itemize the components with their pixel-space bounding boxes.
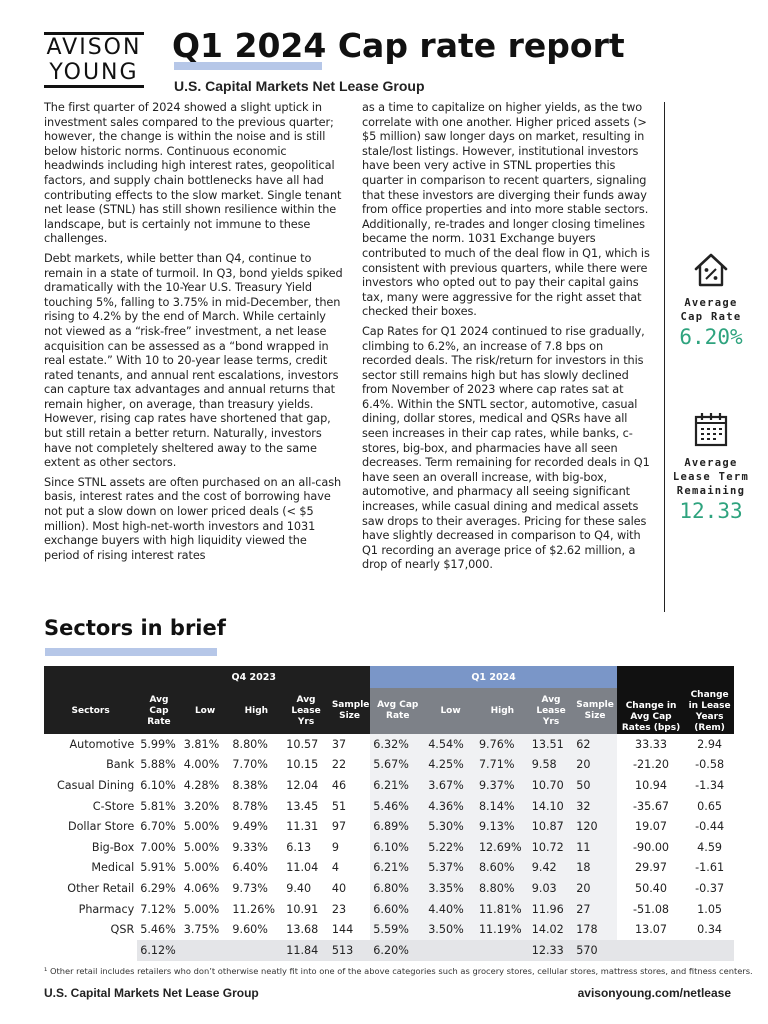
cell-q4-avg-cap: 6.12% bbox=[137, 940, 181, 961]
cell-q4-size: 46 bbox=[331, 778, 347, 792]
cell-q1-low bbox=[425, 940, 476, 961]
cell-change-cap: -21.20 bbox=[632, 758, 670, 772]
cell-q4-low: 5.00% bbox=[183, 840, 220, 854]
cell-q1-high: 11.19% bbox=[476, 919, 529, 940]
cell-change-lease: -1.61 bbox=[695, 861, 725, 875]
cell-q4-low: 4.28% bbox=[183, 778, 220, 792]
cell-q4-avg-cap: 5.46% bbox=[140, 923, 176, 937]
cell-q4-size: 9 bbox=[331, 840, 339, 854]
table-row bbox=[44, 837, 734, 858]
cell-change-lease: -0.37 bbox=[695, 881, 725, 895]
cell-q4-low: 5.00% bbox=[183, 902, 220, 916]
cell-change-lease: 4.59 bbox=[697, 840, 723, 854]
section-title-highlight bbox=[45, 648, 217, 656]
cell-q1-low: 5.37% bbox=[425, 858, 476, 879]
column-header-q4-high: High bbox=[229, 688, 283, 734]
table-row bbox=[44, 734, 734, 755]
cell-q1-lease: 13.51 bbox=[529, 734, 574, 755]
cell-q4-low: 5.00% bbox=[183, 861, 220, 875]
article-column-1 bbox=[44, 101, 344, 568]
cell-q4-size: 144 bbox=[331, 923, 354, 937]
cell-q1-low: 4.40% bbox=[425, 899, 476, 920]
table-row bbox=[44, 816, 734, 837]
cell-q4-lease: 10.91 bbox=[286, 902, 319, 916]
cell-q1-avg-cap: 6.60% bbox=[370, 899, 425, 920]
cell-q1-avg-cap: 5.59% bbox=[370, 919, 425, 940]
cell-change-lease: 1.05 bbox=[697, 902, 723, 916]
cell-q1-avg-cap: 6.32% bbox=[370, 734, 425, 755]
cell-q4-low: 4.06% bbox=[183, 881, 220, 895]
sectors-table-body bbox=[44, 734, 734, 961]
cell-q4-size: 97 bbox=[331, 820, 347, 834]
logo-word-1: AVISON bbox=[46, 35, 142, 60]
cell-q1-high: 11.81% bbox=[476, 899, 529, 920]
cell-q4-size: 40 bbox=[331, 881, 347, 895]
cell-q4-lease: 11.31 bbox=[286, 820, 319, 834]
cell-change-cap: 19.07 bbox=[635, 820, 668, 834]
cell-q1-lease: 10.72 bbox=[529, 837, 574, 858]
cell-q4-lease: 10.57 bbox=[286, 737, 319, 751]
cell-q4-avg-cap: 7.00% bbox=[140, 840, 176, 854]
cell-q4-low: 3.20% bbox=[183, 799, 220, 813]
cell-q1-avg-cap: 6.21% bbox=[370, 858, 425, 879]
table-row bbox=[44, 755, 734, 776]
cell-q1-size: 27 bbox=[573, 899, 617, 920]
cell-change-lease: -0.58 bbox=[695, 758, 725, 772]
cell-q4-high: 9.73% bbox=[232, 881, 268, 895]
cell-q4-avg-cap: 5.99% bbox=[140, 737, 176, 751]
cell-q1-size: 570 bbox=[573, 940, 617, 961]
cell-q4-size: 513 bbox=[329, 940, 370, 961]
article-column-2 bbox=[362, 101, 654, 578]
table-row bbox=[44, 796, 734, 817]
column-header-q4-size: Sample Size bbox=[329, 688, 370, 734]
table-group-header bbox=[44, 666, 734, 688]
stat-label: Average bbox=[684, 297, 738, 309]
paragraph: Cap Rates for Q1 2024 continued to rise gradually, climbing to 6.2%, an increase of 7.8 bps on recorded deals. The risk/return for investors in this sector still remains high but has slowly declined from November of 2023 where cap rates sat at 6.4%. Within the SNTL sector, automotive, casual dining, dollar stores, medical and QSRs have all seen increases in their cap rates, while banks, c-stores, big-box, and pharmacies have all seen decreases. Term remaining for recorded deals in Q1 have seen an overall increase, with big-box, automotive, and pharmacy all seeing significant increases, while casual dining and medical assets saw drops to their averages. Pricing for these sales have slightly decreased in comparison to Q4, with Q1 recording an average price of $2.62 million, a drop of nearly $17,000. bbox=[362, 324, 650, 572]
cell-change-cap: 33.33 bbox=[635, 737, 668, 751]
cell-q1-low: 5.30% bbox=[425, 816, 476, 837]
cell-q1-lease: 9.42 bbox=[529, 858, 574, 879]
stat-value: 12.33 bbox=[679, 499, 743, 523]
section-title: Sectors in brief bbox=[44, 616, 226, 640]
column-header-q1-low: Low bbox=[425, 688, 476, 734]
average-cap-rate-stat bbox=[666, 250, 756, 350]
cell-change-lease: 0.65 bbox=[697, 799, 723, 813]
cell-q1-avg-cap: 6.80% bbox=[370, 878, 425, 899]
cell-sector: Casual Dining bbox=[56, 778, 135, 792]
cell-q4-size: 22 bbox=[331, 758, 347, 772]
cell-q4-high: 8.38% bbox=[232, 778, 268, 792]
cell-q1-size: 32 bbox=[573, 796, 617, 817]
cell-q4-high: 9.33% bbox=[232, 840, 268, 854]
cell-q1-low: 3.67% bbox=[425, 775, 476, 796]
cell-q4-lease: 13.45 bbox=[286, 799, 319, 813]
table-row bbox=[44, 899, 734, 920]
cell-q4-lease: 13.68 bbox=[286, 923, 319, 937]
cell-q1-high: 9.76% bbox=[476, 734, 529, 755]
cell-q4-low: 3.75% bbox=[183, 923, 220, 937]
page-subtitle: U.S. Capital Markets Net Lease Group bbox=[174, 78, 425, 94]
cell-q1-high: 8.60% bbox=[476, 858, 529, 879]
cell-q1-lease: 9.03 bbox=[529, 878, 574, 899]
cell-q1-size: 120 bbox=[573, 816, 617, 837]
cell-sector: Big-Box bbox=[91, 840, 135, 854]
table-row bbox=[44, 858, 734, 879]
column-header-sectors: Sectors bbox=[44, 688, 137, 734]
column-header-change-cap: Change in Avg Cap Rates (bps) bbox=[617, 666, 685, 734]
cell-change-cap: 29.97 bbox=[635, 861, 668, 875]
house-percent-icon bbox=[692, 250, 730, 290]
cell-sector: Medical bbox=[91, 861, 135, 875]
cell-q4-high: 8.80% bbox=[232, 737, 268, 751]
cell-sector: QSR bbox=[110, 923, 135, 937]
cell-q4-lease: 12.04 bbox=[286, 778, 319, 792]
cell-change-cap: -35.67 bbox=[632, 799, 670, 813]
cell-sector bbox=[44, 940, 137, 961]
cell-q4-low: 5.00% bbox=[183, 820, 220, 834]
cell-q1-high: 8.80% bbox=[476, 878, 529, 899]
cell-q1-low: 4.36% bbox=[425, 796, 476, 817]
cell-q1-lease: 11.96 bbox=[529, 899, 574, 920]
cell-q4-lease: 11.84 bbox=[283, 940, 329, 961]
table-row bbox=[44, 919, 734, 940]
cell-q1-high: 7.71% bbox=[476, 755, 529, 776]
column-header-q1-lease: Avg Lease Yrs bbox=[529, 688, 574, 734]
cell-q1-lease: 9.58 bbox=[529, 755, 574, 776]
column-header-q4-low: Low bbox=[181, 688, 230, 734]
table-total-row bbox=[44, 940, 734, 961]
cell-q4-high bbox=[229, 940, 283, 961]
avison-young-logo bbox=[44, 32, 144, 88]
cell-q4-avg-cap: 5.88% bbox=[140, 758, 176, 772]
cell-change-lease: -0.44 bbox=[695, 820, 725, 834]
cell-sector: Other Retail bbox=[67, 881, 135, 895]
cell-q4-high: 6.40% bbox=[232, 861, 268, 875]
cell-q1-size: 20 bbox=[573, 755, 617, 776]
column-header-change-lease: Change in Lease Years (Rem) bbox=[685, 666, 734, 734]
cell-sector: Bank bbox=[106, 758, 135, 772]
cell-q4-low: 3.81% bbox=[183, 737, 220, 751]
cell-q4-low: 4.00% bbox=[183, 758, 220, 772]
cell-change-cap: 10.94 bbox=[635, 778, 668, 792]
cell-sector: C-Store bbox=[92, 799, 135, 813]
cell-q1-low: 5.22% bbox=[425, 837, 476, 858]
cell-sector: Automotive bbox=[69, 737, 135, 751]
cell-q1-avg-cap: 6.21% bbox=[370, 775, 425, 796]
calendar-icon bbox=[691, 410, 731, 450]
cell-q1-size: 178 bbox=[573, 919, 617, 940]
cell-q4-avg-cap: 6.29% bbox=[140, 881, 176, 895]
cell-q1-lease: 14.02 bbox=[529, 919, 574, 940]
cell-q1-size: 20 bbox=[573, 878, 617, 899]
cell-q1-high bbox=[476, 940, 529, 961]
page-title: Q1 2024 Cap rate report bbox=[172, 26, 625, 65]
cell-q1-size: 18 bbox=[573, 858, 617, 879]
cell-q1-lease: 10.87 bbox=[529, 816, 574, 837]
paragraph: Debt markets, while better than Q4, continue to remain in a state of turmoil. In Q3, bond yields spiked dramatically with the 10-Year U.S. Treasury Yield touching 5%, falling to 3.75% in mid-December, then rising to 4.2% by the end of March. While certainly not viewed as a “risk-free” investment, a net lease acquisition can be assessed as a “bond wrapped in real estate.” With 10 to 20-year lease terms, credit rated tenants, and annual rent escalations, investors can capture tax advantages and annual returns that remain higher, on average, than treasury yields. However, rising cap rates have shortened that gap, but still retain a better return. Naturally, investors have not completely sheltered away to the same extent as other sectors. bbox=[44, 251, 343, 470]
cell-q1-avg-cap: 5.67% bbox=[370, 755, 425, 776]
cell-q4-avg-cap: 6.70% bbox=[140, 820, 176, 834]
cell-q4-high: 8.78% bbox=[232, 799, 268, 813]
stat-label: Lease Term bbox=[672, 471, 750, 483]
column-header-q1-size: Sample Size bbox=[573, 688, 617, 734]
group-header-q4: Q4 2023 bbox=[137, 666, 370, 688]
cell-q4-size: 4 bbox=[331, 861, 339, 875]
cell-change-lease bbox=[685, 940, 734, 961]
cell-q1-avg-cap: 6.10% bbox=[370, 837, 425, 858]
column-header-q1-high: High bbox=[476, 688, 529, 734]
footer-url-link[interactable]: avisonyoung.com/netlease bbox=[577, 986, 731, 1000]
cell-q4-avg-cap: 5.91% bbox=[140, 861, 176, 875]
cell-q1-lease: 12.33 bbox=[529, 940, 574, 961]
cell-change-cap: 13.07 bbox=[635, 923, 668, 937]
cell-q4-avg-cap: 6.10% bbox=[140, 778, 176, 792]
cell-change-lease: -1.34 bbox=[695, 778, 725, 792]
cell-q4-lease: 10.15 bbox=[286, 758, 319, 772]
sectors-table bbox=[44, 666, 734, 961]
table-row bbox=[44, 775, 734, 796]
cell-q4-low bbox=[181, 940, 230, 961]
cell-q1-size: 50 bbox=[573, 775, 617, 796]
cell-q1-high: 12.69% bbox=[476, 837, 529, 858]
cell-q4-lease: 11.04 bbox=[286, 861, 319, 875]
logo-word-2: YOUNG bbox=[49, 60, 139, 85]
paragraph: Since STNL assets are often purchased on an all-cash basis, interest rates and the cost of borrowing have not put a slow down on lower priced deals (< $5 million). Most high-net-worth investors and 1031 exchange buyers with high liquidity viewed the period of rising interest rates bbox=[44, 475, 342, 562]
column-header-q4-avg-cap: Avg Cap Rate bbox=[137, 688, 181, 734]
cell-change-cap bbox=[617, 940, 685, 961]
cell-q1-high: 9.13% bbox=[476, 816, 529, 837]
footer-group-name: U.S. Capital Markets Net Lease Group bbox=[44, 986, 259, 1000]
cell-q1-low: 3.50% bbox=[425, 919, 476, 940]
cell-q4-avg-cap: 7.12% bbox=[140, 902, 176, 916]
cell-q4-high: 9.49% bbox=[232, 820, 268, 834]
cell-q4-high: 7.70% bbox=[232, 758, 268, 772]
cell-sector: Pharmacy bbox=[78, 902, 135, 916]
cell-q4-size: 23 bbox=[331, 902, 347, 916]
stat-label: Remaining bbox=[676, 485, 746, 497]
cell-q4-lease: 9.40 bbox=[286, 881, 312, 895]
stat-label: Average bbox=[684, 457, 738, 469]
cell-q1-avg-cap: 5.46% bbox=[370, 796, 425, 817]
paragraph: as a time to capitalize on higher yields, as the two correlate with one another. Higher priced assets (> $5 million) saw longer days on market, resulting in stale/lost listings. However, institutional investors have been very active in STNL properties this quarter in comparison to recent quarters, signaling that these investors are diverging their funds away from office properties and into more stable sectors. Additionally, re-trades and longer closing timelines became the norm. 1031 Exchange buyers contributed to much of the deal flow in Q1, which is consistent with previous quarters, while there were investors who opted out to pay their capital gains tax, many were aggressive for the right asset that checked their boxes. bbox=[362, 101, 650, 319]
column-header-q1-avg-cap: Avg Cap Rate bbox=[370, 688, 425, 734]
cell-q4-high: 11.26% bbox=[232, 902, 276, 916]
cell-q1-size: 62 bbox=[573, 734, 617, 755]
cell-q4-size: 37 bbox=[331, 737, 347, 751]
average-lease-term-stat bbox=[666, 410, 756, 524]
cell-change-lease: 2.94 bbox=[697, 737, 723, 751]
cell-q1-avg-cap: 6.20% bbox=[370, 940, 425, 961]
cell-change-cap: 50.40 bbox=[635, 881, 668, 895]
cell-change-lease: 0.34 bbox=[697, 923, 723, 937]
paragraph: The first quarter of 2024 showed a slight uptick in investment sales compared to the previous quarter; however, the change is within the noise and is still below historic norms. Continuous economic headwinds including high interest rates, geopolitical factors, and supply chain bottlenecks have all had contributing effects to the slow market. Single tenant net lease (STNL) has still shown resilience within the landscape, but is certainly not immune to these challenges. bbox=[44, 101, 342, 246]
stat-value: 6.20% bbox=[679, 325, 743, 349]
footnote: ¹ Other retail includes retailers who don’t otherwise neatly fit into one of the above categories such as grocery stores, cellular stores, mattress stores, and fitness centers. bbox=[44, 966, 753, 976]
group-header-blank bbox=[44, 666, 137, 688]
column-divider bbox=[664, 102, 665, 612]
cell-q4-avg-cap: 5.81% bbox=[140, 799, 176, 813]
group-header-q1: Q1 2024 bbox=[370, 666, 617, 688]
stat-label: Cap Rate bbox=[680, 311, 742, 323]
cell-change-cap: -51.08 bbox=[632, 902, 670, 916]
cell-q1-lease: 10.70 bbox=[529, 775, 574, 796]
cell-q4-high: 9.60% bbox=[232, 923, 268, 937]
cell-q4-lease: 6.13 bbox=[286, 840, 312, 854]
table-row bbox=[44, 878, 734, 899]
column-header-q4-lease: Avg Lease Yrs bbox=[283, 688, 329, 734]
cell-q1-low: 3.35% bbox=[425, 878, 476, 899]
cell-q1-high: 9.37% bbox=[476, 775, 529, 796]
logo-bottom-rule bbox=[44, 85, 144, 88]
cell-change-cap: -90.00 bbox=[632, 840, 670, 854]
cell-q1-avg-cap: 6.89% bbox=[370, 816, 425, 837]
cell-q1-high: 8.14% bbox=[476, 796, 529, 817]
cell-q4-size: 51 bbox=[331, 799, 347, 813]
cell-sector: Dollar Store bbox=[67, 820, 135, 834]
cell-q1-low: 4.54% bbox=[425, 734, 476, 755]
cell-q1-lease: 14.10 bbox=[529, 796, 574, 817]
cell-q1-low: 4.25% bbox=[425, 755, 476, 776]
cell-q1-size: 11 bbox=[573, 837, 617, 858]
